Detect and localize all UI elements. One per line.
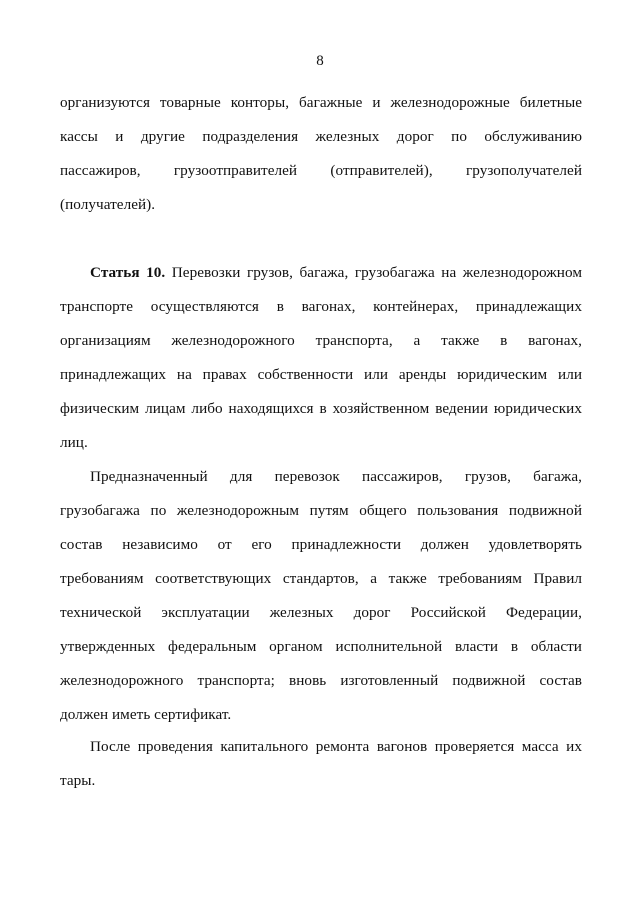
text-line: организуются товарные конторы, багажные и железнодорожные билетные xyxy=(60,94,582,111)
text-line: тары. xyxy=(60,772,96,789)
text-line: требованиям соответствующих стандартов, а также требованиям Правил xyxy=(60,570,582,587)
repair-paragraph xyxy=(60,730,582,798)
rolling-stock-paragraph xyxy=(60,460,582,732)
article-10-paragraph xyxy=(60,256,582,460)
text-line: грузобагажа по железнодорожным путям общего пользования подвижной xyxy=(60,502,582,519)
text-line: (получателей). xyxy=(60,196,156,213)
text-line: должен иметь сертификат. xyxy=(60,706,232,723)
text-line xyxy=(60,256,582,290)
article-text: Перевозки грузов, багажа, грузобагажа на железнодорожном xyxy=(171,264,582,281)
text-line: Предназначенный для перевозок пассажиров, грузов, багажа, xyxy=(90,468,582,485)
article-label: Статья 10. xyxy=(90,264,166,281)
text-line: утвержденных федеральным органом исполнительной власти в области xyxy=(60,638,582,655)
paragraph-continuation xyxy=(60,86,582,222)
text-line: пассажиров, грузоотправителей (отправителей), грузополучателей xyxy=(60,162,582,179)
text-line: состав независимо от его принадлежности должен удовлетворять xyxy=(60,536,582,553)
text-line: принадлежащих на правах собственности или аренды юридическим или xyxy=(60,366,582,383)
text-line: железнодорожного транспорта; вновь изготовленный подвижной состав xyxy=(60,672,582,689)
text-line: транспорте осуществляются в вагонах, контейнерах, принадлежащих xyxy=(60,298,582,315)
text-line: физическим лицам либо находящихся в хозяйственном ведении юридических xyxy=(60,400,582,417)
text-line: лиц. xyxy=(60,434,88,451)
text-line: организациям железнодорожного транспорта, а также в вагонах, xyxy=(60,332,582,349)
page-number: 8 xyxy=(316,53,324,69)
text-line: После проведения капитального ремонта вагонов проверяется масса их xyxy=(90,738,582,755)
text-line: технической эксплуатации железных дорог Российской Федерации, xyxy=(60,604,582,621)
text-line: кассы и другие подразделения железных дорог по обслуживанию xyxy=(60,128,582,145)
